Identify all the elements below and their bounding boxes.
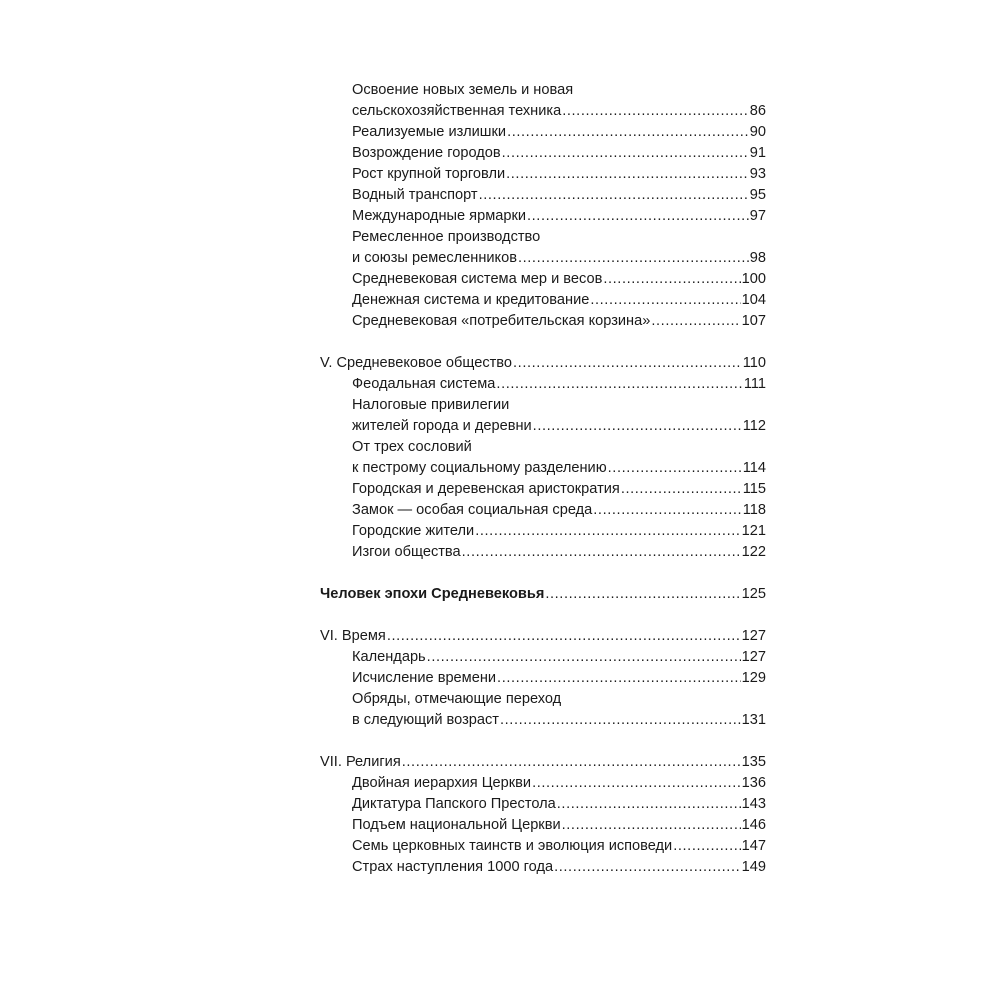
toc-row xyxy=(352,311,766,332)
dot-leader xyxy=(507,122,749,143)
toc-row xyxy=(352,143,766,164)
toc-title-line: Ремесленное производство xyxy=(352,229,541,245)
toc-row xyxy=(352,416,766,437)
page-number: 131 xyxy=(741,712,766,728)
toc-entry[interactable] xyxy=(320,395,766,437)
toc-title: Исчисление времени xyxy=(352,670,497,686)
toc-row xyxy=(352,815,766,836)
dot-leader xyxy=(527,206,749,227)
dot-leader xyxy=(651,311,740,332)
toc-chapter-heading[interactable] xyxy=(320,626,766,647)
toc-row xyxy=(352,248,766,269)
toc-entry[interactable] xyxy=(320,290,766,311)
toc-title-line: Освоение новых земель и новая xyxy=(352,82,574,98)
dot-leader xyxy=(533,416,742,437)
page-number: 146 xyxy=(741,817,766,833)
section-gap xyxy=(320,605,766,626)
dot-leader xyxy=(673,836,740,857)
page-number: 127 xyxy=(741,628,766,644)
toc-title: VII. Религия xyxy=(320,754,401,770)
page-number: 149 xyxy=(741,859,766,875)
toc-entry[interactable] xyxy=(320,857,766,878)
toc-row xyxy=(320,626,766,647)
toc-title: Семь церковных таинств и эволюция исповеди xyxy=(352,838,673,854)
toc-entry[interactable] xyxy=(320,500,766,521)
page-number: 91 xyxy=(749,145,766,161)
toc-row xyxy=(352,794,766,815)
toc-entry[interactable] xyxy=(320,80,766,122)
dot-leader xyxy=(462,542,741,563)
toc-title: Денежная система и кредитование xyxy=(352,292,590,308)
toc-entry[interactable] xyxy=(320,836,766,857)
toc-chapter-heading[interactable] xyxy=(320,752,766,773)
toc-title: в следующий возраст xyxy=(352,712,499,728)
toc-row xyxy=(352,185,766,206)
toc-row xyxy=(352,647,766,668)
toc-row xyxy=(352,521,766,542)
dot-leader xyxy=(518,248,749,269)
toc-title: Средневековая «потребительская корзина» xyxy=(352,313,651,329)
toc-row xyxy=(352,836,766,857)
toc-entry[interactable] xyxy=(320,122,766,143)
toc-chapter-heading[interactable] xyxy=(320,353,766,374)
toc-row xyxy=(320,353,766,374)
dot-leader xyxy=(500,710,741,731)
page-number: 129 xyxy=(741,670,766,686)
dot-leader xyxy=(502,143,749,164)
table-of-contents xyxy=(320,80,766,878)
toc-entry[interactable] xyxy=(320,773,766,794)
page-number: 115 xyxy=(742,481,766,497)
dot-leader xyxy=(608,458,742,479)
toc-entry[interactable] xyxy=(320,206,766,227)
toc-title: к пестрому социальному разделению xyxy=(352,460,607,476)
toc-entry[interactable] xyxy=(320,143,766,164)
toc-title: Феодальная система xyxy=(352,376,496,392)
page-number: 125 xyxy=(741,586,766,602)
dot-leader xyxy=(506,164,749,185)
toc-title: Реализуемые излишки xyxy=(352,124,507,140)
dot-leader xyxy=(545,584,740,605)
dot-leader xyxy=(621,479,742,500)
toc-title: V. Средневековое общество xyxy=(320,355,513,371)
toc-title: Возрождение городов xyxy=(352,145,501,161)
dot-leader xyxy=(513,353,742,374)
toc-title: Средневековая система мер и весов xyxy=(352,271,603,287)
toc-part-heading[interactable] xyxy=(320,584,766,605)
toc-row xyxy=(352,668,766,689)
toc-title: Городские жители xyxy=(352,523,475,539)
toc-title: Рост крупной торговли xyxy=(352,166,506,182)
toc-row xyxy=(352,458,766,479)
toc-row xyxy=(352,374,766,395)
toc-entry[interactable] xyxy=(320,185,766,206)
toc-title: Подъем национальной Церкви xyxy=(352,817,561,833)
toc-title: Замок — особая социальная среда xyxy=(352,502,593,518)
toc-title: сельскохозяйственная техника xyxy=(352,103,562,119)
toc-row xyxy=(320,752,766,773)
dot-leader xyxy=(593,500,741,521)
toc-entry[interactable] xyxy=(320,521,766,542)
page-number: 127 xyxy=(741,649,766,665)
toc-row xyxy=(352,542,766,563)
toc-title: и союзы ремесленников xyxy=(352,250,517,266)
page-number: 112 xyxy=(742,418,766,434)
dot-leader xyxy=(554,857,741,878)
dot-leader xyxy=(557,794,741,815)
dot-leader xyxy=(427,647,741,668)
dot-leader xyxy=(562,101,749,122)
page-number: 135 xyxy=(741,754,766,770)
toc-entry[interactable] xyxy=(320,437,766,479)
page-number: 122 xyxy=(741,544,766,560)
page-number: 136 xyxy=(741,775,766,791)
toc-row xyxy=(352,290,766,311)
section-gap xyxy=(320,563,766,584)
dot-leader xyxy=(387,626,741,647)
page-number: 93 xyxy=(749,166,766,182)
toc-title: Календарь xyxy=(352,649,426,665)
section-gap xyxy=(320,332,766,353)
toc-entry[interactable] xyxy=(320,374,766,395)
toc-entry[interactable] xyxy=(320,668,766,689)
toc-row xyxy=(352,122,766,143)
page-number: 114 xyxy=(742,460,766,476)
page-number: 121 xyxy=(741,523,766,539)
dot-leader xyxy=(497,668,741,689)
page-number: 95 xyxy=(749,187,766,203)
toc-row xyxy=(352,164,766,185)
dot-leader xyxy=(496,374,742,395)
page-number: 111 xyxy=(743,376,766,392)
toc-entry[interactable] xyxy=(320,815,766,836)
toc-entry[interactable] xyxy=(320,794,766,815)
page-number: 98 xyxy=(749,250,766,266)
toc-row xyxy=(352,857,766,878)
toc-row xyxy=(352,710,766,731)
toc-entry[interactable] xyxy=(320,689,766,731)
toc-title: VI. Время xyxy=(320,628,386,644)
dot-leader xyxy=(402,752,741,773)
toc-title: Страх наступления 1000 года xyxy=(352,859,554,875)
toc-entry[interactable] xyxy=(320,479,766,500)
dot-leader xyxy=(532,773,741,794)
section-gap xyxy=(320,731,766,752)
page-number: 86 xyxy=(749,103,766,119)
dot-leader xyxy=(590,290,740,311)
toc-title: Изгои общества xyxy=(352,544,461,560)
toc-row xyxy=(352,206,766,227)
page-number: 107 xyxy=(741,313,766,329)
page-number: 118 xyxy=(742,502,766,518)
toc-title: жителей города и деревни xyxy=(352,418,532,434)
toc-title-line: От трех сословий xyxy=(352,439,472,455)
toc-entry[interactable] xyxy=(320,542,766,563)
toc-title-line: Налоговые привилегии xyxy=(352,397,510,413)
toc-title: Международные ярмарки xyxy=(352,208,526,224)
page-number: 97 xyxy=(749,208,766,224)
toc-title-line: Обряды, отмечающие переход xyxy=(352,691,562,707)
dot-leader xyxy=(603,269,740,290)
toc-row xyxy=(352,479,766,500)
toc-title: Человек эпохи Средневековья xyxy=(320,586,545,602)
page-number: 147 xyxy=(741,838,766,854)
toc-entry[interactable] xyxy=(320,647,766,668)
toc-entry[interactable] xyxy=(320,311,766,332)
page-number: 143 xyxy=(741,796,766,812)
page-number: 104 xyxy=(741,292,766,308)
toc-title: Городская и деревенская аристократия xyxy=(352,481,620,497)
dot-leader xyxy=(479,185,749,206)
page-number: 90 xyxy=(749,124,766,140)
toc-row xyxy=(352,773,766,794)
toc-entry[interactable] xyxy=(320,227,766,269)
toc-row xyxy=(320,584,766,605)
toc-row xyxy=(352,101,766,122)
toc-entry[interactable] xyxy=(320,164,766,185)
toc-title: Диктатура Папского Престола xyxy=(352,796,556,812)
page-number: 100 xyxy=(741,271,766,287)
toc-title: Водный транспорт xyxy=(352,187,478,203)
toc-entry[interactable] xyxy=(320,269,766,290)
toc-title: Двойная иерархия Церкви xyxy=(352,775,532,791)
dot-leader xyxy=(475,521,740,542)
toc-row xyxy=(352,500,766,521)
page-number: 110 xyxy=(742,355,766,371)
toc-row xyxy=(352,269,766,290)
dot-leader xyxy=(562,815,741,836)
